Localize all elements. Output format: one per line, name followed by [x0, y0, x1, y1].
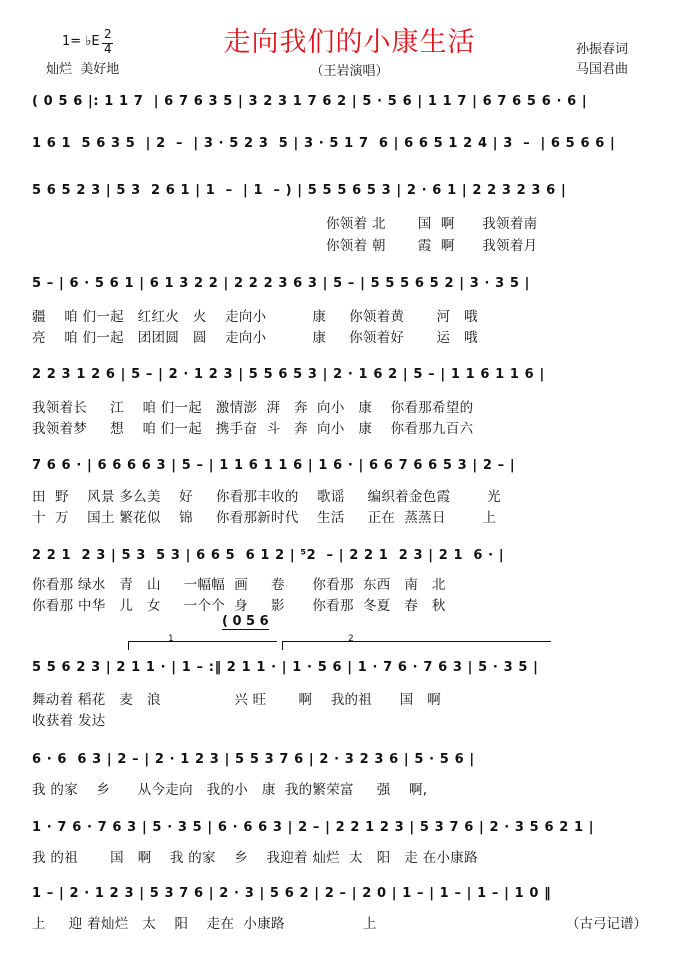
lyrics-row-3-verse-1: 你领着 北 国 啊 我领着南	[326, 216, 538, 232]
lyrics-row-10: 我 的祖 国 啊 我 的家 乡 我迎着 灿烂 太 阳 走 在小康路	[32, 850, 478, 866]
notation-row-1: ( 0 5 6 |: 1 1 7 | 6 7 6 3 5 | 3 2 3 1 7 6 2 | 5 · 5 6 | 1 1 7 | 6 7 6 5 6 · 6 |	[32, 94, 588, 109]
lyrics-row-11: 上 迎 着灿烂 太 阳 走在 小康路 上	[32, 916, 377, 932]
notation-row-10: 1 · 7 6 · 7 6 3 | 5 · 3 5 | 6 · 6 6 3 | 2 – | 2 2 1 2 3 | 5 3 7 6 | 2 · 3 5 6 2 1 |	[32, 820, 595, 835]
lyricist-credit: 孙振春词	[576, 42, 629, 57]
lyrics-row-4-verse-1: 疆 咱 们一起 红红火 火 走向小 康 你领着黄 河 哦	[32, 309, 478, 325]
singer-credit: （王岩演唱）	[310, 64, 389, 79]
lyrics-row-9: 我 的家 乡 从今走向 我的小 康 我的繁荣富 强 啊,	[32, 782, 428, 798]
notation-row-5: 2 2 3 1 2 6 | 5 – | 2 · 1 2 3 | 5 5 6 5 3 | 2 · 1 6 2 | 5 – | 1 1 6 1 1 6 |	[32, 367, 545, 382]
notation-row-2: 1 6 1 5 6 3 5 | 2 – | 3 · 5 2 3 5 | 3 · 5 1 7 6 | 6 6 5 1 2 4 | 3 – | 6 5 6 6 |	[32, 136, 616, 151]
song-title: 走向我们的小康生活	[223, 27, 476, 58]
lyrics-row-6-verse-2: 十 万 国土 繁花似 锦 你看那新时代 生活 正在 蒸蒸日 上	[32, 510, 497, 526]
lyrics-row-3-verse-2: 你领着 朝 霞 啊 我领着月	[326, 238, 538, 254]
composer-credit: 马国君曲	[576, 62, 629, 77]
notation-row-4: 5 – | 6 · 5 6 1 | 6 1 3 2 2 | 2 2 2 3 6 3 | 5 – | 5 5 5 6 5 2 | 3 · 3 5 |	[32, 276, 531, 291]
lyrics-row-5-verse-2: 我领着梦 想 咱 们一起 携手奋 斗 奔 向小 康 你看那九百六	[32, 421, 474, 437]
volta-2-number: 2	[348, 634, 354, 644]
notation-row-7: 2 2 1 2 3 | 5 3 5 3 | 6 6 5 6 1 2 | ⁵2 – | 2 2 1 2 3 | 2 1 6 · |	[32, 548, 505, 563]
lyrics-row-4-verse-2: 亮 咱 们一起 团团圆 圆 走向小 康 你领着好 运 哦	[32, 330, 478, 346]
notation-row-11: 1 – | 2 · 1 2 3 | 5 3 7 6 | 2 · 3 | 5 6 2 | 2 – | 2 0 | 1 – | 1 – | 1 – | 1 0 ‖	[32, 886, 552, 901]
transcriber-credit: （古弓记谱）	[566, 916, 647, 932]
lyrics-row-5-verse-1: 我领着长 江 咱 们一起 激情澎 湃 奔 向小 康 你看那希望的	[32, 400, 474, 416]
lyrics-row-7-verse-2: 你看那 中华 儿 女 一个个 身 影 你看那 冬夏 春 秋	[32, 598, 446, 614]
notation-row-3: 5 6 5 2 3 | 5 3 2 6 1 | 1 – | 1 – ) | 5 5 5 6 5 3 | 2 · 6 1 | 2 2 3 2 3 6 |	[32, 183, 567, 198]
lyrics-row-8-verse-2: 收获着 发达	[32, 713, 106, 729]
intro-bracket: ( 0 5 6	[222, 614, 269, 629]
time-signature-top: 2	[104, 27, 112, 41]
notation-row-6: 7 6 6 · | 6 6 6 6 3 | 5 – | 1 1 6 1 1 6 | 1 6 · | 6 6 7 6 6 5 3 | 2 – |	[32, 458, 516, 473]
key-signature: 1= ♭E	[62, 34, 100, 49]
notation-row-8: 5 5 6 2 3 | 2 1 1 · | 1 – :‖ 2 1 1 · | 1 · 5 6 | 1 · 7 6 · 7 6 3 | 5 · 3 5 |	[32, 660, 539, 675]
lyrics-row-6-verse-1: 田 野 风景 多么美 好 你看那丰收的 歌谣 编织着金色霞 光	[32, 489, 501, 505]
tempo-marking: 灿烂 美好地	[46, 62, 120, 77]
time-signature-bottom: 4	[104, 42, 112, 56]
notation-row-9: 6 · 6 6 3 | 2 – | 2 · 1 2 3 | 5 5 3 7 6 | 2 · 3 2 3 6 | 5 · 5 6 |	[32, 752, 475, 767]
volta-2-bracket	[282, 641, 551, 650]
volta-1-number: 1	[168, 634, 174, 644]
lyrics-row-8-verse-1: 舞动着 稻花 麦 浪 兴 旺 啊 我的祖 国 啊	[32, 692, 442, 708]
lyrics-row-7-verse-1: 你看那 绿水 青 山 一幅幅 画 卷 你看那 东西 南 北	[32, 577, 446, 593]
volta-1-bracket	[128, 641, 277, 650]
